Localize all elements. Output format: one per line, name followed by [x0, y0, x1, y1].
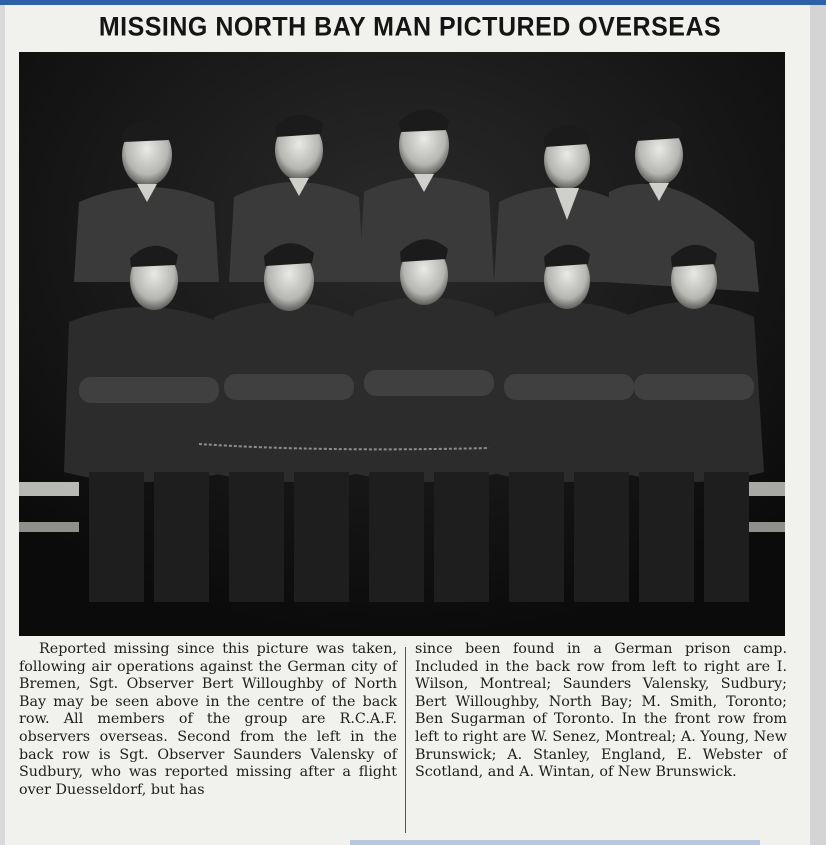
- group-photo: [19, 52, 785, 636]
- scan-margin: [810, 5, 826, 845]
- bottom-accent-line: [350, 840, 760, 845]
- caption-right-text: since been found in a German prison camp. Included in the back row from left to right are I. Wilson, Montreal; Saunders Valensky, Sudbury; Bert Willoughby, North Bay; M. Smith, Toronto; Ben Sugarman of Toronto. In the front row from left to right are W. Senez, Montreal; A. Young, New Brunswick; A. Stanley, England, E. Webster of Scotland, and A. Wintan, of New Brunswick.: [415, 641, 787, 781]
- caption-left-text: Reported missing since this picture was taken, following air operations against the German city of Bremen, Sgt. Observer Bert Willoughby of North Bay may be seen above in the centre of the back row. All members of the group are R.C.A.F. observers overseas. Second from the left in the back row is Sgt. Observer Saunders Valensky of Sudbury, who was reported missing after a flight over Duesseldorf, but has: [19, 641, 397, 798]
- column-divider: [405, 647, 406, 833]
- caption-right-column: [415, 641, 787, 782]
- newspaper-clipping: [5, 5, 815, 845]
- headline: MISSING NORTH BAY MAN PICTURED OVERSEAS: [98, 11, 722, 43]
- photo-illustration: [19, 52, 785, 636]
- caption-columns: [19, 641, 785, 841]
- caption-left-column: [19, 641, 397, 799]
